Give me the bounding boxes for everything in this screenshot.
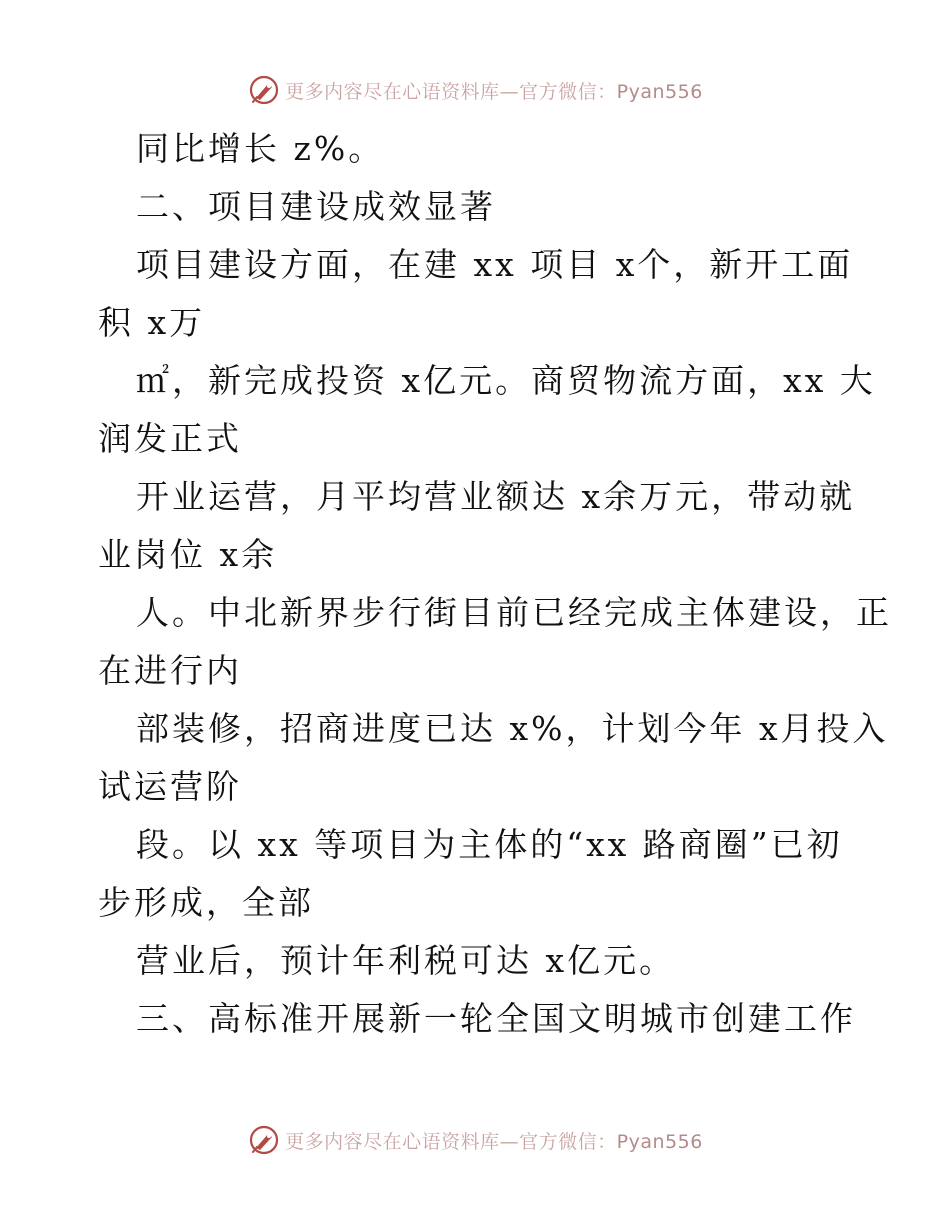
body-line: 试运营阶 xyxy=(98,767,242,806)
header-watermark xyxy=(0,70,950,110)
body-line: 同比增长 z%。 xyxy=(136,129,385,168)
section-heading: 三、高标准开展新一轮全国文明城市创建工作 xyxy=(136,999,856,1038)
body-line: 在进行内 xyxy=(98,651,242,690)
pen-nib-logo-icon xyxy=(247,1123,281,1157)
body-line: 项目建设方面，在建 xx 项目 x个，新开工面 xyxy=(136,245,854,284)
body-line: ㎡，新完成投资 x亿元。商贸物流方面，xx 大 xyxy=(136,361,876,400)
body-line: 段。以 xx 等项目为主体的“xx 路商圈”已初 xyxy=(136,825,843,864)
body-line: 开业运营，月平均营业额达 x余万元，带动就 xyxy=(136,477,856,516)
body-line: 人。中北新界步行街目前已经完成主体建设，正 xyxy=(136,593,892,632)
footer-watermark xyxy=(0,1120,950,1160)
pen-nib-logo-icon xyxy=(247,73,281,107)
watermark-text: 更多内容尽在心语资料库—官方微信：Pyan556 xyxy=(285,80,703,103)
body-line: 步形成，全部 xyxy=(98,883,314,922)
watermark-text: 更多内容尽在心语资料库—官方微信：Pyan556 xyxy=(285,1130,703,1153)
body-line: 业岗位 x余 xyxy=(98,535,278,574)
body-line: 营业后，预计年利税可达 x亿元。 xyxy=(136,941,676,980)
body-line: 积 x万 xyxy=(98,303,206,342)
document-body xyxy=(98,120,892,1048)
body-line: 润发正式 xyxy=(98,419,242,458)
section-heading: 二、项目建设成效显著 xyxy=(136,187,496,226)
body-line: 部装修，招商进度已达 x%，计划今年 x月投入 xyxy=(136,709,889,748)
